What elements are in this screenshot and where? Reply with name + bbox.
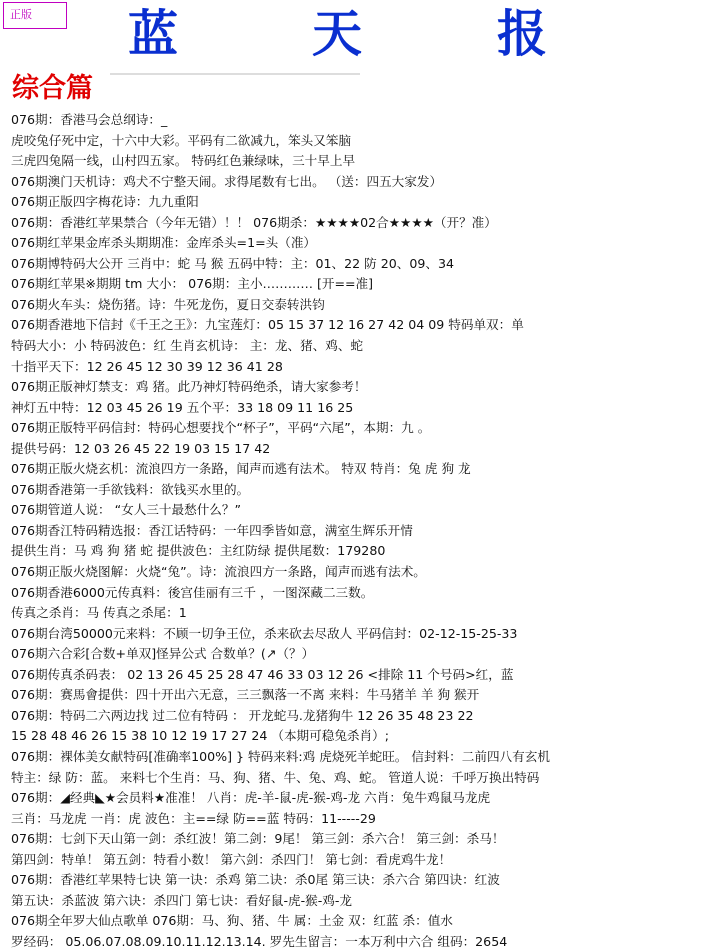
text-line: 特主：绿 防：蓝。 来料七个生肖：马、狗、猪、牛、兔、鸡、蛇。 管道人说：千呼万换出特码 xyxy=(11,769,540,785)
text-line: 三虎四兔隔一线，山村四五家。 特码红色兼绿味，三十早上早 xyxy=(11,153,356,169)
text-line: 076期香港第一手欲钱料：欲钱买水里的。 xyxy=(11,481,250,497)
text-line: 传真之杀肖：马 传真之杀尾：1 xyxy=(11,605,187,621)
text-line: 076期澳门天机诗：鸡犬不宁整天闹。求得尾数有七出。 （送：四五大家发） xyxy=(11,173,443,189)
text-line: 076期正版四字梅花诗：九九重阳 xyxy=(11,194,199,210)
text-line: 076期：◢经典◣★会员料★准准！ 八肖：虎-羊-鼠-虎-猴-鸡-龙 六肖：兔牛鸡鼠马龙虎 xyxy=(11,790,491,806)
stamp-label: 正版 xyxy=(3,2,67,29)
text-line: 076期：裸体美女献特码[准确率100%] } 特码来料:鸡 虎烧死羊蛇旺。 信封料：二前四八有玄机 xyxy=(11,748,550,764)
text-line: 076期：香港红苹果特七诀 第一诀：杀鸡 第二诀：杀0尾 第三诀：杀六合 第四诀：红波 xyxy=(11,872,500,888)
text-line: 076期：七剑下天山第一剑：杀红波！第二剑：9尾！ 第三剑：杀六合！ 第三剑：杀马！ xyxy=(11,831,505,847)
text-line: 第五诀：杀蓝波 第六诀：杀四门 第七诀：看好鼠-虎-猴-鸡-龙 xyxy=(11,892,353,908)
text-line: 076期传真杀码表： 02 13 26 45 25 28 47 46 33 03 12 26 <排除 11 个号码>红，蓝 xyxy=(11,666,514,682)
text-line: 076期正版火烧玄机：流浪四方一条路，闻声而逃有法术。 特双 特肖：兔 虎 狗 龙 xyxy=(11,461,471,477)
text-line: 076期正版神灯禁支：鸡 猪。此乃神灯特码绝杀，请大家参考！ xyxy=(11,379,367,395)
text-line: 076期红苹果※期期 tm 大小： 076期：主小………… [开==准] xyxy=(11,276,374,292)
text-line: 076期博特码大公开 三肖中：蛇 马 猴 五码中特：主：01、22 防 20、09、34 xyxy=(11,255,455,271)
title-char-3: 报 xyxy=(497,4,547,63)
text-line: 076期：香港红苹果禁合（今年无错）！！ 076期杀：★★★★02合★★★★（开？准） xyxy=(11,214,497,230)
text-line: 15 28 48 46 26 15 38 10 12 19 17 27 24 （本期可稳兔杀肖）; xyxy=(11,728,389,744)
title-char-1: 蓝 xyxy=(128,4,178,63)
text-line: 076期：特码二六两边找 过二位有特码 ： 开龙蛇马.龙猪狗牛 12 26 35 48 23 22 xyxy=(11,707,474,723)
text-line: 076期红苹果金库杀头期期准：金库杀头=1=头（准） xyxy=(11,235,317,251)
title-char-2: 天 xyxy=(312,4,362,63)
section-divider xyxy=(110,73,360,75)
text-line: 特码大小：小 特码波色：红 生肖玄机诗： 主：龙、猪、鸡、蛇 xyxy=(11,338,364,354)
text-line: 076期台湾50000元来料：不顾一切争王位，杀来砍去尽敌人 平码信封：02-12-15-25-33 xyxy=(11,625,518,641)
text-line: 076期香江特码精选报：香江话特码：一年四季皆如意，满室生辉乐开情 xyxy=(11,522,413,538)
content-body xyxy=(11,110,723,952)
text-line: 罗经码： 05.06.07.08.09.10.11.12.13.14. 罗先生留言：一本万利中六合 组码：2654 xyxy=(11,933,508,949)
text-line: 076期全年罗大仙点歌单 076期：马、狗、猪、牛 属：土金 双：红蓝 杀：值水 xyxy=(11,913,453,929)
text-line: 神灯五中特：12 03 45 26 19 五个平：33 18 09 11 16 25 xyxy=(11,399,354,415)
text-line: 076期火车头：烧伤猪。诗：牛死龙伤，夏日交泰转洪钧 xyxy=(11,296,325,312)
text-line: 十指平天下：12 26 45 12 30 39 12 36 41 28 xyxy=(11,358,283,374)
text-line: 第四剑：特单！ 第五剑：特看小数！ 第六剑：杀四门！ 第七剑：看虎鸡牛龙！ xyxy=(11,851,452,867)
text-line: 提供生肖：马 鸡 狗 猪 蛇 提供波色：主红防绿 提供尾数：179280 xyxy=(11,543,386,559)
section-title: 综合篇 xyxy=(12,73,93,104)
text-line: 076期正版特平码信封：特码心想要找个“杯子”，平码“六尾”，本期：九 。 xyxy=(11,420,431,436)
text-line: 076期：香港马会总纲诗：_ xyxy=(11,112,168,127)
text-line: 076期六合彩[合数+单双]怪异公式 合数单？(↗（？） xyxy=(11,646,315,662)
text-line: 三肖：马龙虎 一肖：虎 波色：主==绿 防==蓝 特码：11-----29 xyxy=(11,810,376,826)
text-line: 076期：赛馬會提供：四十开出六无意，三三飘落一不离 来料：牛马猪羊 羊 狗 猴开 xyxy=(11,687,480,703)
text-line: 076期香港6000元传真料：後宫佳丽有三千 ，一图深藏二三数。 xyxy=(11,584,374,600)
text-line: 076期香港地下信封《千王之王》：九宝莲灯：05 15 37 12 16 27 42 04 09 特码单双：单 xyxy=(11,317,524,333)
text-line: 虎咬兔仔死中定，十六中大彩。平码有二欲减九，笨头又笨脑 xyxy=(11,132,352,148)
text-line: 076期管道人说： “女人三十最愁什么？” xyxy=(11,502,241,518)
text-line: 提供号码：12 03 26 45 22 19 03 15 17 42 xyxy=(11,440,271,456)
text-line: 076期正版火烧图解：火烧“兔”。诗：流浪四方一条路，闻声而逃有法术。 xyxy=(11,564,426,580)
